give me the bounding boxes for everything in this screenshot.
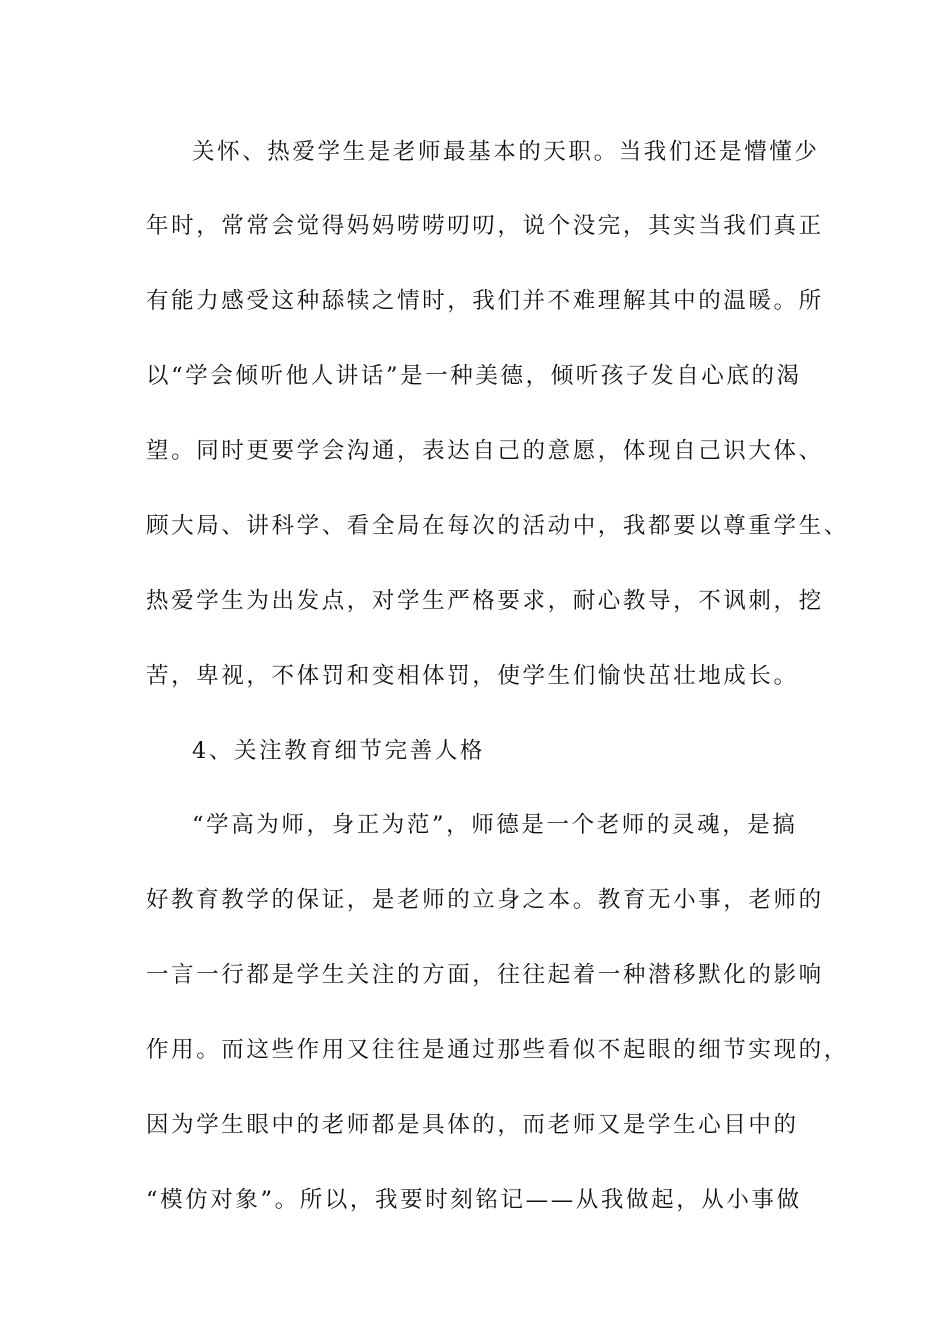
paragraph-1-line-1: 关怀、热爱学生是老师最基本的天职。当我们还是懵懂少 [192,139,820,165]
paragraph-2-line-3: 一言一行都是学生关注的方面，往往起着一种潜移默化的影响 [146,962,824,988]
paragraph-1-line-7: 热爱学生为出发点，对学生严格要求，耐心教导，不讽刺，挖 [146,588,824,614]
paragraph-2-line-6: “模仿对象”。所以，我要时刻铭记——从我做起，从小事做 [146,1187,802,1213]
paragraph-1-line-8: 苦，卑视，不体罚和变相体罚，使学生们愉快茁壮地成长。 [146,663,799,689]
paragraph-1-line-3: 有能力感受这种舔犊之情时，我们并不难理解其中的温暖。所 [146,288,824,314]
paragraph-2-line-4: 作用。而这些作用又往往是通过那些看似不起眼的细节实现的， [146,1037,849,1063]
paragraph-1-line-5: 望。同时更要学会沟通，表达自己的意愿，体现自己识大体、 [146,438,824,464]
section-heading: 4、关注教育细节完善人格 [192,738,486,764]
paragraph-1-line-6: 顾大局、讲科学、看全局在每次的活动中，我都要以尊重学生、 [146,513,849,539]
paragraph-1-line-4: 以“学会倾听他人讲话”是一种美德，倾听孩子发自心底的渴 [146,363,802,389]
paragraph-2-line-1: “学高为师，身正为范”，师德是一个老师的灵魂，是搞 [192,812,798,838]
paragraph-1-line-2: 年时，常常会觉得妈妈唠唠叨叨，说个没完，其实当我们真正 [146,213,824,239]
paragraph-2-line-5: 因为学生眼中的老师都是具体的，而老师又是学生心目中的 [146,1112,799,1138]
paragraph-2-line-2: 好教育教学的保证，是老师的立身之本。教育无小事，老师的 [146,887,824,913]
